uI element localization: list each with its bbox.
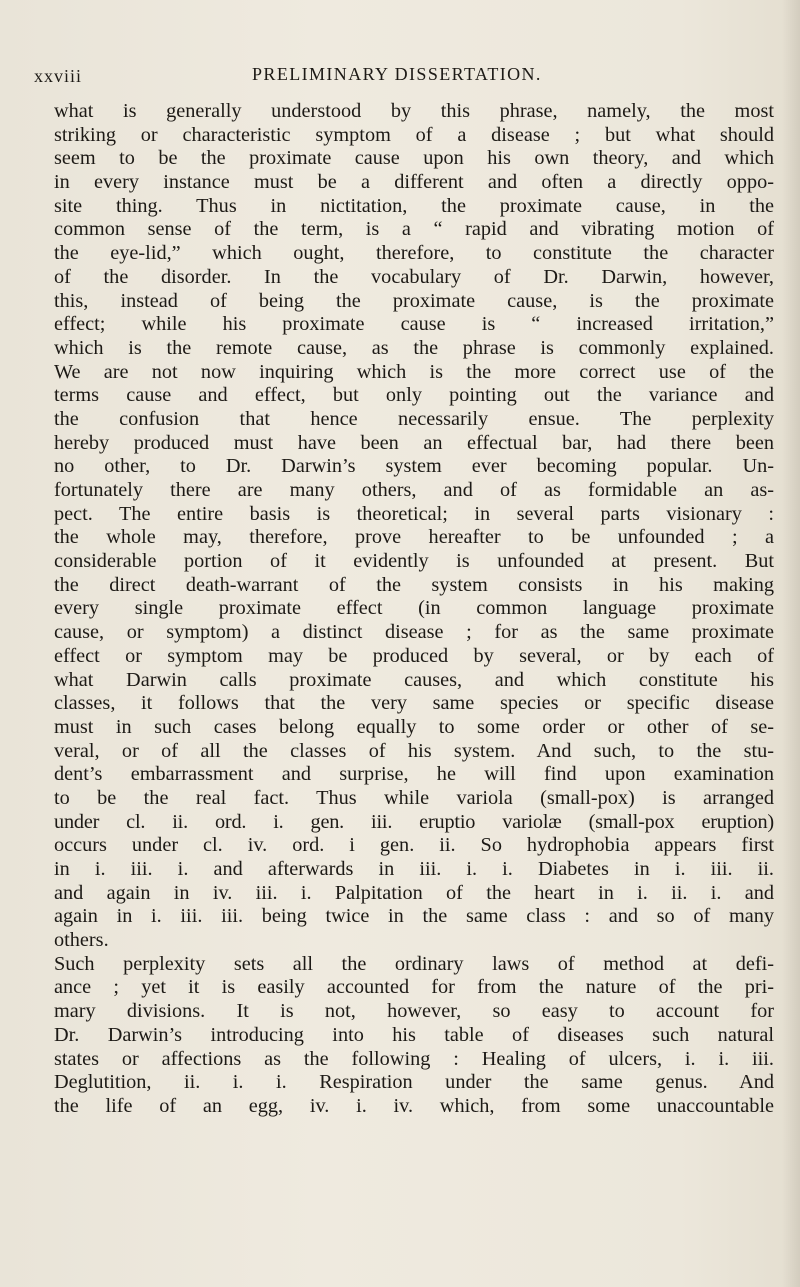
page-number: xxviii — [34, 66, 83, 86]
text-line: pect. The entire basis is theoretical; in several parts visionary : — [54, 502, 774, 525]
text-line: We are not now inquiring which is the more correct use of the — [54, 360, 774, 383]
text-line: to be the real fact. Thus while variola (small-pox) is arranged — [54, 786, 774, 809]
text-line: the eye-lid,” which ought, therefore, to constitute the character — [54, 242, 774, 265]
text-line: ance ; yet it is easily accounted for from the nature of the pri- — [54, 976, 774, 999]
text-line: fortunately there are many others, and of as formidable an as- — [54, 479, 774, 501]
text-line: Dr. Darwin’s introducing into his table of diseases such natural — [54, 1023, 774, 1046]
text-line: effect; while his proximate cause is “ increased irritation,” — [54, 313, 774, 336]
text-line: in i. iii. i. and afterwards in iii. i. i. Diabetes in i. iii. ii. — [54, 858, 774, 880]
text-line: striking or characteristic symptom of a disease ; but what should — [54, 123, 774, 146]
text-line: classes, it follows that the very same species or specific disease — [54, 692, 774, 715]
text-line: considerable portion of it evidently is unfounded at present. But — [54, 550, 774, 573]
text-line: every single proximate effect (in common language proximate — [54, 597, 774, 620]
text-line: hereby produced must have been an effectual bar, had there been — [54, 431, 774, 454]
running-head: PRELIMINARY DISSERTATION. — [252, 64, 542, 84]
text-line: the confusion that hence necessarily ensue. The perplexity — [54, 407, 774, 430]
text-line: which is the remote cause, as the phrase is commonly explained. — [54, 336, 774, 359]
text-line: site thing. Thus in nictitation, the proximate cause, in the — [54, 194, 774, 217]
text-line: states or affections as the following : Healing of ulcers, i. i. iii. — [54, 1047, 774, 1070]
text-line: the direct death-warrant of the system consists in his making — [54, 573, 774, 596]
text-line: veral, or of all the classes of his system. And such, to the stu- — [54, 739, 774, 762]
text-line: in every instance must be a different and often a directly oppo- — [54, 171, 774, 194]
text-line: occurs under cl. iv. ord. i gen. ii. So hydrophobia appears first — [54, 834, 774, 857]
text-line: cause, or symptom) a distinct disease ; for as the same proximate — [54, 621, 774, 644]
text-line: what Darwin calls proximate causes, and which constitute his — [54, 668, 774, 691]
page-edge-shadow — [782, 0, 800, 1287]
text-line: of the disorder. In the vocabulary of Dr. Darwin, however, — [54, 265, 774, 288]
text-line: the whole may, therefore, prove hereafter to be unfounded ; a — [54, 526, 774, 549]
text-line: Such perplexity sets all the ordinary laws of method at defi- — [54, 952, 774, 975]
text-line: must in such cases belong equally to some order or other of se- — [54, 715, 774, 738]
text-line: terms cause and effect, but only pointing out the variance and — [54, 384, 774, 407]
text-line: the life of an egg, iv. i. iv. which, from some unaccountable — [54, 1094, 774, 1117]
text-line: effect or symptom may be produced by several, or by each of — [54, 644, 774, 667]
text-line: common sense of the term, is a “ rapid and vibrating motion of — [54, 218, 774, 241]
text-line: seem to be the proximate cause upon his own theory, and which — [54, 147, 774, 170]
text-line: under cl. ii. ord. i. gen. iii. eruptio variolæ (small-pox eruption) — [54, 810, 774, 833]
text-line: dent’s embarrassment and surprise, he will find upon examination — [54, 763, 774, 786]
text-line: Deglutition, ii. i. i. Respiration under the same genus. And — [54, 1071, 774, 1094]
text-line: this, instead of being the proximate cause, is the proximate — [54, 289, 774, 312]
text-line: others. — [54, 929, 109, 952]
text-line: again in i. iii. iii. being twice in the same class : and so of many — [54, 905, 774, 928]
text-line: mary divisions. It is not, however, so easy to account for — [54, 1000, 774, 1023]
text-line: no other, to Dr. Darwin’s system ever becoming popular. Un- — [54, 455, 774, 478]
text-line: and again in iv. iii. i. Palpitation of the heart in i. ii. i. and — [54, 881, 774, 904]
page-header — [34, 60, 774, 88]
body-text — [54, 100, 774, 1119]
text-line: what is generally understood by this phrase, namely, the most — [54, 100, 774, 122]
